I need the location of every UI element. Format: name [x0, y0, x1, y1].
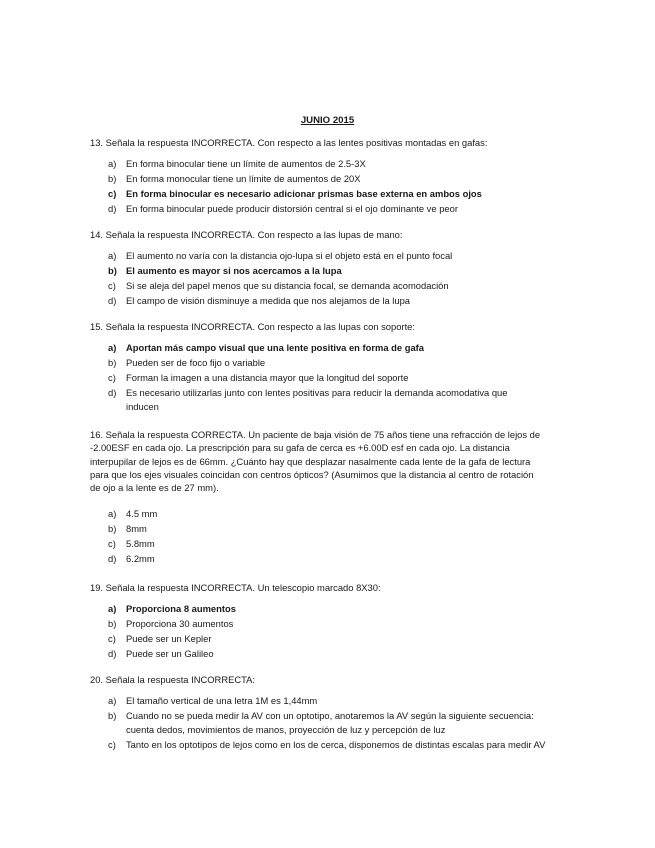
option-item — [90, 632, 560, 645]
option-text: Puede ser un Kepler — [126, 633, 212, 645]
option-list — [90, 249, 560, 307]
option-list — [90, 157, 560, 215]
option-label: c) — [108, 633, 116, 645]
option-text: Aportan más campo visual que una lente positiva en forma de gafa — [126, 342, 424, 354]
option-label: c) — [108, 537, 116, 549]
option-item — [90, 537, 545, 550]
option-text: En forma binocular tiene un límite de aumentos de 2.5-3X — [126, 158, 366, 170]
question-15 — [90, 320, 560, 415]
option-list — [90, 341, 560, 413]
option-item — [90, 356, 560, 369]
option-label: a) — [108, 342, 117, 354]
option-item — [90, 617, 560, 630]
option-text: Si se aleja del papel menos que su distancia focal, se demanda acomodación — [126, 280, 449, 292]
option-item — [90, 294, 560, 307]
option-text: Proporciona 30 aumentos — [126, 618, 234, 630]
option-label: d) — [108, 203, 117, 215]
option-label: c) — [108, 372, 116, 384]
option-text: El campo de visión disminuye a medida que nos alejamos de la lupa — [126, 295, 411, 307]
option-label: c) — [108, 280, 116, 292]
option-item — [90, 157, 560, 170]
option-label: a) — [108, 158, 117, 170]
question-16 — [90, 428, 545, 567]
option-item — [90, 172, 560, 185]
question-stem: 19. Señala la respuesta INCORRECTA. Un telescopio marcado 8X30: — [90, 582, 381, 593]
option-item — [90, 552, 545, 565]
question-stem: 13. Señala la respuesta INCORRECTA. Con respecto a las lentes positivas montadas en gafas: — [90, 137, 488, 148]
option-label: a) — [108, 603, 117, 615]
option-label: d) — [108, 295, 117, 307]
question-20 — [90, 673, 560, 753]
question-stem: 14. Señala la respuesta INCORRECTA. Con respecto a las lupas de mano: — [90, 229, 403, 240]
option-label: b) — [108, 173, 117, 185]
option-item-answer — [90, 341, 560, 354]
question-19 — [90, 581, 560, 662]
option-label: d) — [108, 387, 117, 399]
question-13 — [90, 136, 560, 217]
option-label: a) — [108, 250, 117, 262]
option-text: El tamaño vertical de una letra 1M es 1,44mm — [126, 695, 318, 707]
option-label: b) — [108, 357, 117, 369]
option-item — [90, 507, 545, 520]
option-item — [90, 279, 560, 292]
option-label: b) — [108, 710, 117, 722]
option-text: En forma binocular es necesario adicionar prismas base externa en ambos ojos — [126, 188, 482, 200]
option-label: b) — [108, 618, 117, 630]
option-text: 6.2mm — [126, 552, 155, 564]
option-item — [90, 694, 560, 707]
option-item — [90, 738, 556, 751]
option-text: Cuando no se pueda medir la AV con un optotipo, anotaremos la AV según la siguiente secuencia: cuenta dedos, movimientos de manos, proyección de luz y percepción de luz — [126, 710, 534, 735]
option-label: c) — [108, 188, 117, 200]
option-item — [90, 647, 560, 660]
option-item — [90, 371, 560, 384]
option-list — [90, 507, 545, 565]
option-list — [90, 694, 560, 751]
option-text: El aumento no varía con la distancia ojo-lupa si el objeto está en el punto focal — [126, 250, 453, 262]
option-text: Tanto en los optotipos de lejos como en los de cerca, disponemos de distintas escalas para medir AV — [126, 738, 546, 750]
option-item — [90, 202, 560, 215]
option-item-answer — [90, 264, 560, 277]
option-text: Proporciona 8 aumentos — [126, 603, 236, 615]
option-text: En forma monocular tiene un límite de aumentos de 20X — [126, 173, 361, 185]
question-stem: 15. Señala la respuesta INCORRECTA. Con respecto a las lupas con soporte: — [90, 321, 415, 332]
option-text: Es necesario utilizarlas junto con lentes positivas para reducir la demanda acomodativa que inducen — [126, 387, 508, 412]
option-item — [90, 249, 560, 262]
page-title: JUNIO 2015 — [300, 115, 355, 126]
question-14 — [90, 228, 560, 309]
option-list — [90, 602, 560, 660]
option-item-answer — [90, 602, 560, 615]
question-stem: 16. Señala la respuesta CORRECTA. Un paciente de baja visión de 75 años tiene una refracción de lejos de -2.00ESF en cada ojo. La prescripción para su gafa de cerca es +6.00D esf en cada ojo. La distancia interpupilar de lejos es de 66mm. ¿Cuánto hay que desplazar nasalmente cada lente de la gafa de lectura para que los ejes visuales coincidan con centros ópticos? (Asumimos que la distancia al centro de rotación de ojo a la lente es de 27 mm). — [90, 429, 541, 494]
option-text: Forman la imagen a una distancia mayor que la longitud del soporte — [126, 372, 409, 384]
option-label: d) — [108, 552, 117, 564]
option-text: 4.5 mm — [126, 507, 158, 519]
option-text: El aumento es mayor si nos acercamos a la lupa — [126, 265, 342, 277]
option-label: c) — [108, 738, 116, 750]
option-text: 8mm — [126, 522, 147, 534]
option-text: 5.8mm — [126, 537, 155, 549]
option-item-answer — [90, 187, 560, 200]
option-label: d) — [108, 648, 117, 660]
option-text: En forma binocular puede producir distorsión central si el ojo dominante ve peor — [126, 203, 458, 215]
option-text: Pueden ser de foco fijo o variable — [126, 357, 266, 369]
question-stem: 20. Señala la respuesta INCORRECTA: — [90, 674, 255, 685]
option-label: b) — [108, 265, 117, 277]
option-item — [90, 522, 545, 535]
option-label: a) — [108, 695, 117, 707]
option-text: Puede ser un Galileo — [126, 648, 214, 660]
option-item — [90, 386, 536, 413]
option-label: b) — [108, 522, 117, 534]
option-label: a) — [108, 507, 117, 519]
option-item — [90, 709, 556, 736]
